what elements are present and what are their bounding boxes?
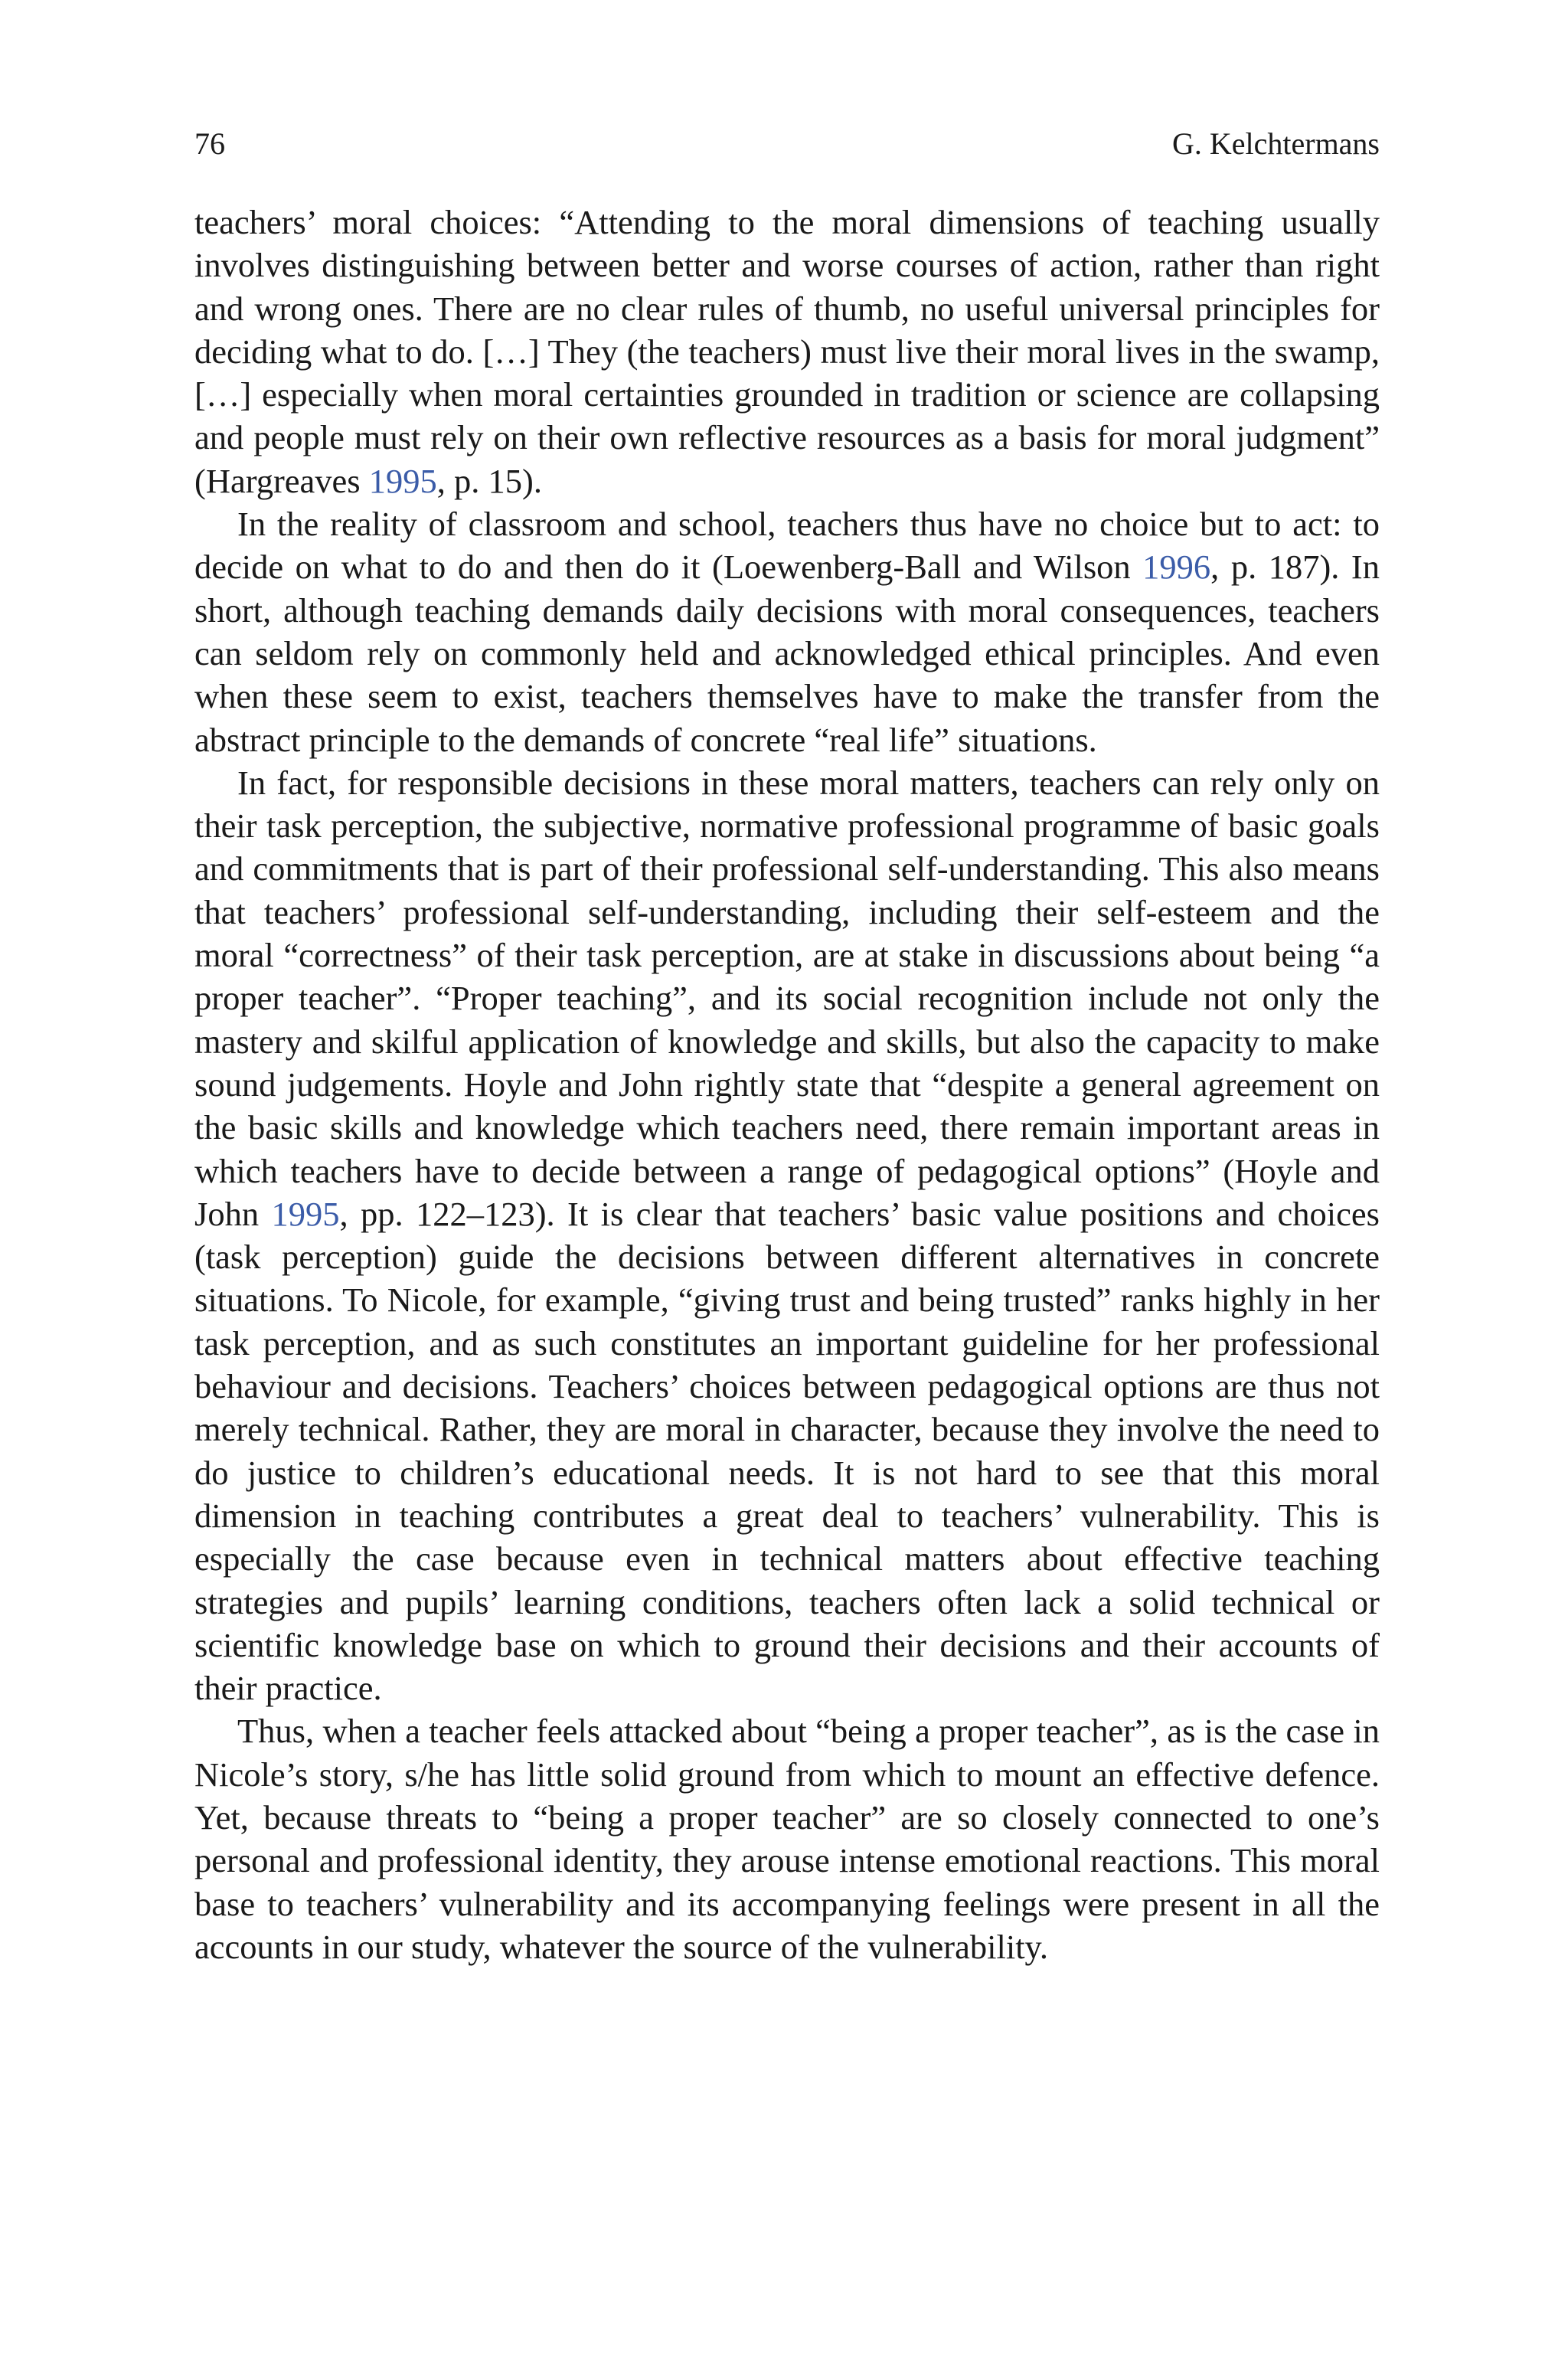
- page-number: 76: [194, 126, 225, 161]
- text-segment: , pp. 122–123). It is clear that teachers’ basic value positions and choices (task perception) guide the decisions between different alternatives in concrete situations. To Nicole, for example, “giving trust and being trusted” ranks highly in her task perception, and as such constitutes an important guideline for her professional behaviour and decisions. Teachers’ choices between pedagogical options are thus not merely technical. Rather, they are moral in character, because they involve the need to do justice to children’s educational needs. It is not hard to see that this moral dimension in teaching contributes a great deal to teachers’ vulnerability. This is especially the case because even in technical matters about effective teaching strategies and pupils’ learning conditions, teachers often lack a solid technical or scientific knowledge base on which to ground their decisions and their accounts of their practice.: [194, 1194, 1380, 1708]
- paragraph-1: [194, 201, 1380, 502]
- paragraph-2: [194, 502, 1380, 761]
- text-segment: , p. 187). In short, although teaching demands daily decisions with moral consequences, teachers can seldom rely on commonly held and acknowledged ethical principles. And even when these seem to exist, teachers themselves have to make the transfer from the abstract principle to the demands of concrete “real life” situations.: [194, 548, 1380, 759]
- running-author: G. Kelchtermans: [1171, 126, 1380, 161]
- paragraph-3: [194, 761, 1380, 1710]
- text-segment: Thus, when a teacher feels attacked about “being a proper teacher”, as is the case in Nicole’s story, s/he has little solid ground from which to mount an effective defence. Yet, because threats to “being a proper teacher” are so closely connected to one’s personal and professional identity, they arouse intense emotional reactions. This moral base to teachers’ vulnerability and its accompanying feelings were present in all the accounts in our study, whatever the source of the vulnerability.: [194, 1712, 1380, 1966]
- citation-link-hoyle-john-1995[interactable]: 1995: [271, 1194, 340, 1233]
- paragraph-4: [194, 1709, 1380, 1968]
- citation-link-hargreaves-1995[interactable]: 1995: [368, 461, 437, 500]
- body-text: [194, 201, 1380, 1968]
- running-header: [194, 123, 1380, 165]
- citation-link-loewenberg-ball-1996[interactable]: 1996: [1142, 548, 1211, 587]
- text-segment: , p. 15).: [436, 461, 542, 500]
- text-segment: In fact, for responsible decisions in these moral matters, teachers can rely only on their task perception, the subjective, normative professional programme of basic goals and commitments that is part of their professional self-understanding. This also means that teachers’ professional self-understanding, including their self-esteem and the moral “correctness” of their task perception, are at stake in discussions about being “a proper teacher”. “Proper teaching”, and its social recognition include not only the mastery and skilful application of knowledge and skills, but also the capacity to make sound judgements. Hoyle and John rightly state that “despite a general agreement on the basic skills and knowledge which teachers need, there remain important areas in which teachers have to decide between a range of pedagogical options” (Hoyle and John: [194, 763, 1380, 1233]
- text-segment: teachers’ moral choices: “Attending to the moral dimensions of teaching usually involves distinguishing between better and worse courses of action, rather than right and wrong ones. There are no clear rules of thumb, no useful universal principles for deciding what to do. […] They (the teachers) must live their moral lives in the swamp, […] especially when moral certainties grounded in tradition or science are collapsing and people must rely on their own reflective resources as a basis for moral judgment” (Hargreaves: [194, 203, 1380, 500]
- text-segment: In the reality of classroom and school, teachers thus have no choice but to act: to decide on what to do and then do it (Loewenberg-Ball and Wilson: [194, 505, 1380, 587]
